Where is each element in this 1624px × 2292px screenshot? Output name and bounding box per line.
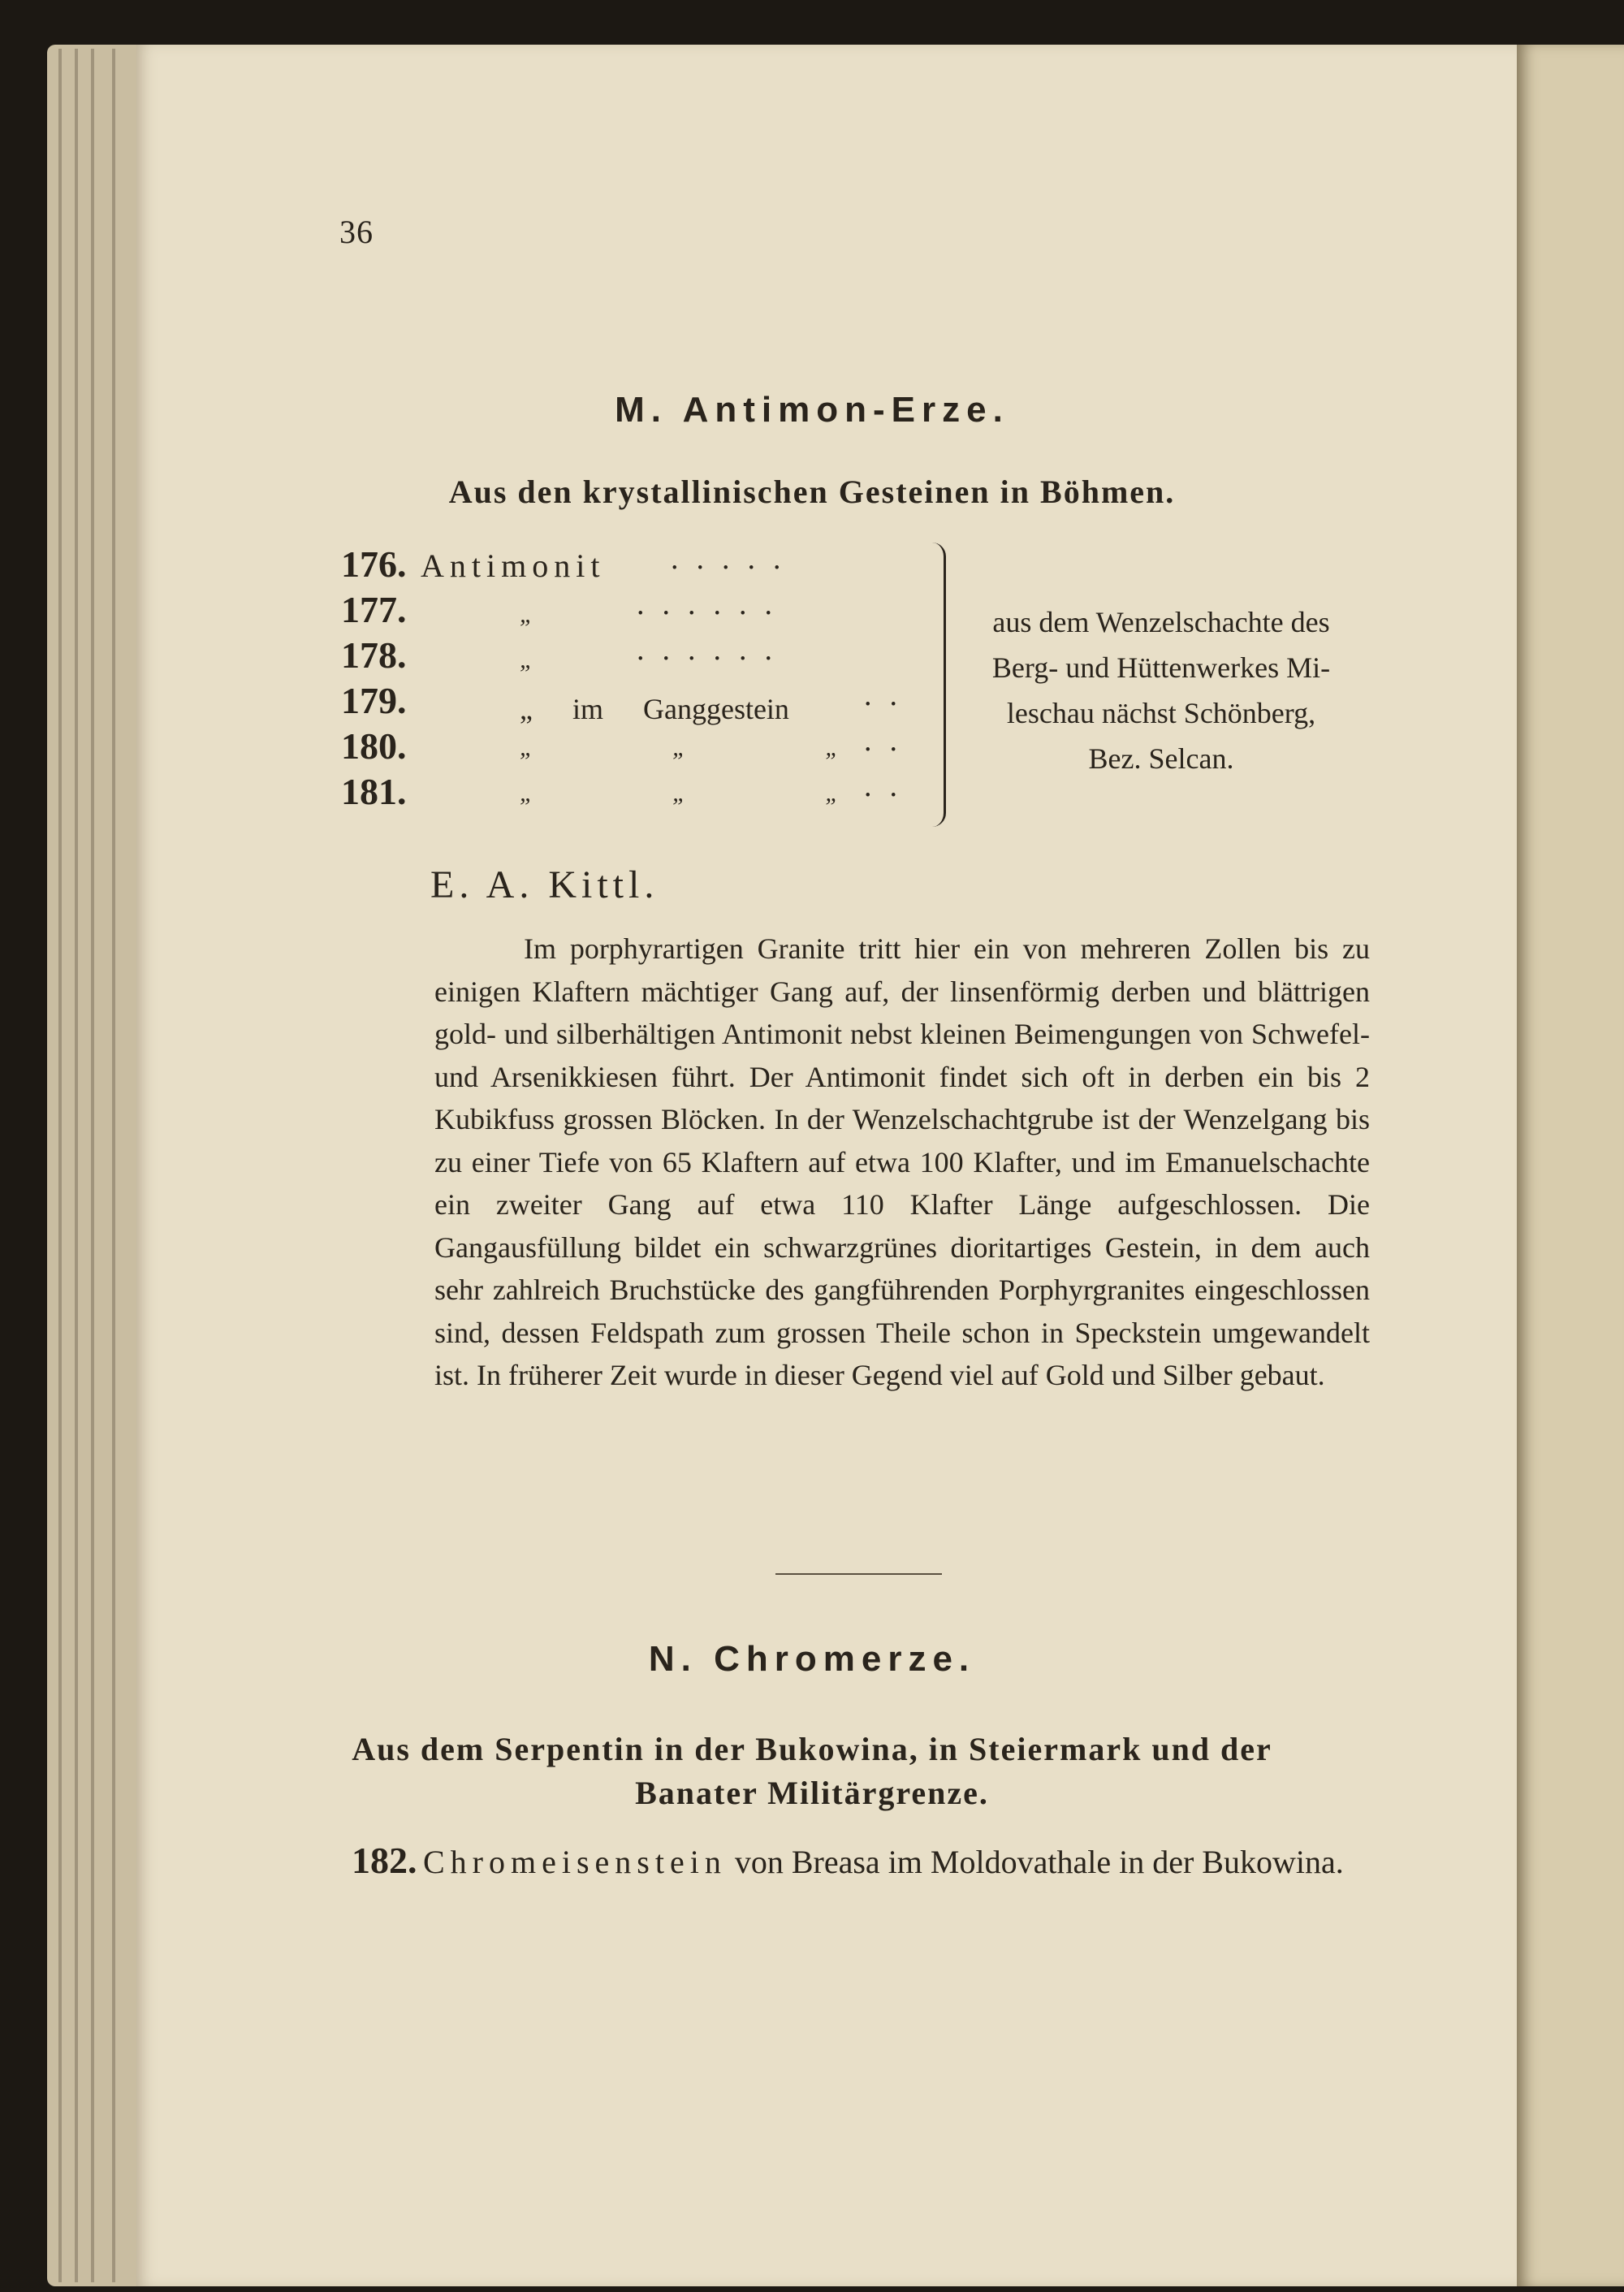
leader-dots: ...... [637, 633, 790, 667]
item-number: 182. [352, 1840, 417, 1881]
section-n-subtitle-line2: Banater Militärgrenze. [635, 1775, 989, 1811]
list-item [352, 1837, 1371, 1886]
list-item [341, 724, 421, 770]
leader-dots: .. [864, 678, 915, 712]
list-item [341, 679, 421, 724]
page-edge [58, 49, 62, 2282]
item-number: 177. [341, 589, 407, 630]
section-n-subtitle-line1: Aus dem Serpentin in der Bukowina, in Steiermark und der [352, 1731, 1272, 1767]
body-paragraph: Im porphyrartigen Granite tritt hier ein von mehreren Zollen bis zu einigen Klaftern mächtiger Gang auf, der linsenförmig derben und blättrigen gold- und silberhältigen Antimonit nebst kleinen Beimengungen von Schwefel- und Arsenikkiesen führt. Der Antimonit findet sich oft in derben ein bis 2 Kubikfuss grossen Blöcken. In der Wenzelschachtgrube ist der Wenzelgang bis zu einer Tiefe von 65 Klaftern auf etwa 100 Klafter, und im Emanuelschachte ein zweiter Gang auf etwa 110 Klafter Länge aufgeschlossen. Die Gangausfüllung bildet ein schwarzgrünes dioritartiges Gestein, in dem auch sehr zahlreich Bruchstücke des gangführenden Porphyrgranites eingeschlossen sind, dessen Feldspath zum grossen Theile schon in Speckstein umgewandelt ist. In früherer Zeit wurde in dieser Gegend viel auf Gold und Silber gebaut. [434, 932, 1370, 1391]
page-edge [112, 49, 115, 2282]
bracket-line: Berg- und Hüttenwerkes Mi- [991, 651, 1331, 684]
page-number: 36 [339, 214, 374, 250]
ditto-mark: „ [520, 601, 533, 628]
leader-dots: .. [864, 769, 915, 803]
list-item [341, 770, 421, 815]
author-name: E. A. Kittl. [430, 863, 659, 906]
ditto-mark: „ „ „ [520, 780, 840, 807]
item-number: 176. [341, 543, 407, 585]
section-m-title: M. Antimon-Erze. [615, 390, 1009, 430]
list-item [341, 588, 421, 634]
bracket-note [958, 599, 1364, 781]
item-name: „ im Ganggestein [520, 693, 789, 725]
item-number: 179. [341, 680, 407, 721]
item-number: 181. [341, 771, 407, 812]
item-number: 180. [341, 725, 407, 767]
ditto-mark: „ [520, 647, 533, 673]
item-name: Antimonit [421, 547, 606, 584]
page-edge [91, 49, 94, 2282]
item-name: Chromeisenstein [423, 1844, 727, 1880]
section-n-title: N. Chromerze. [648, 1639, 976, 1679]
list-item [341, 543, 605, 588]
leader-dots: ..... [671, 542, 799, 576]
leader-dots: .. [864, 724, 915, 758]
ditto-mark: „ „ „ [520, 734, 840, 761]
section-divider [775, 1573, 942, 1575]
bracket-line: Bez. Selcan. [1088, 742, 1234, 775]
section-m-subtitle: Aus den krystallinischen Gesteinen in Böhmen. [448, 474, 1176, 510]
list-item [341, 634, 421, 679]
brace [932, 543, 946, 827]
bracket-line: leschau nächst Schönberg, [1006, 697, 1316, 729]
leader-dots: ...... [637, 587, 790, 621]
item-number: 178. [341, 634, 407, 676]
bracket-line: aus dem Wenzelschachte des [992, 606, 1330, 638]
facing-page-edge [1517, 45, 1624, 2286]
page-edge [75, 49, 78, 2282]
item-description: von Breasa im Moldovathale in der Bukowina. [726, 1844, 1344, 1880]
